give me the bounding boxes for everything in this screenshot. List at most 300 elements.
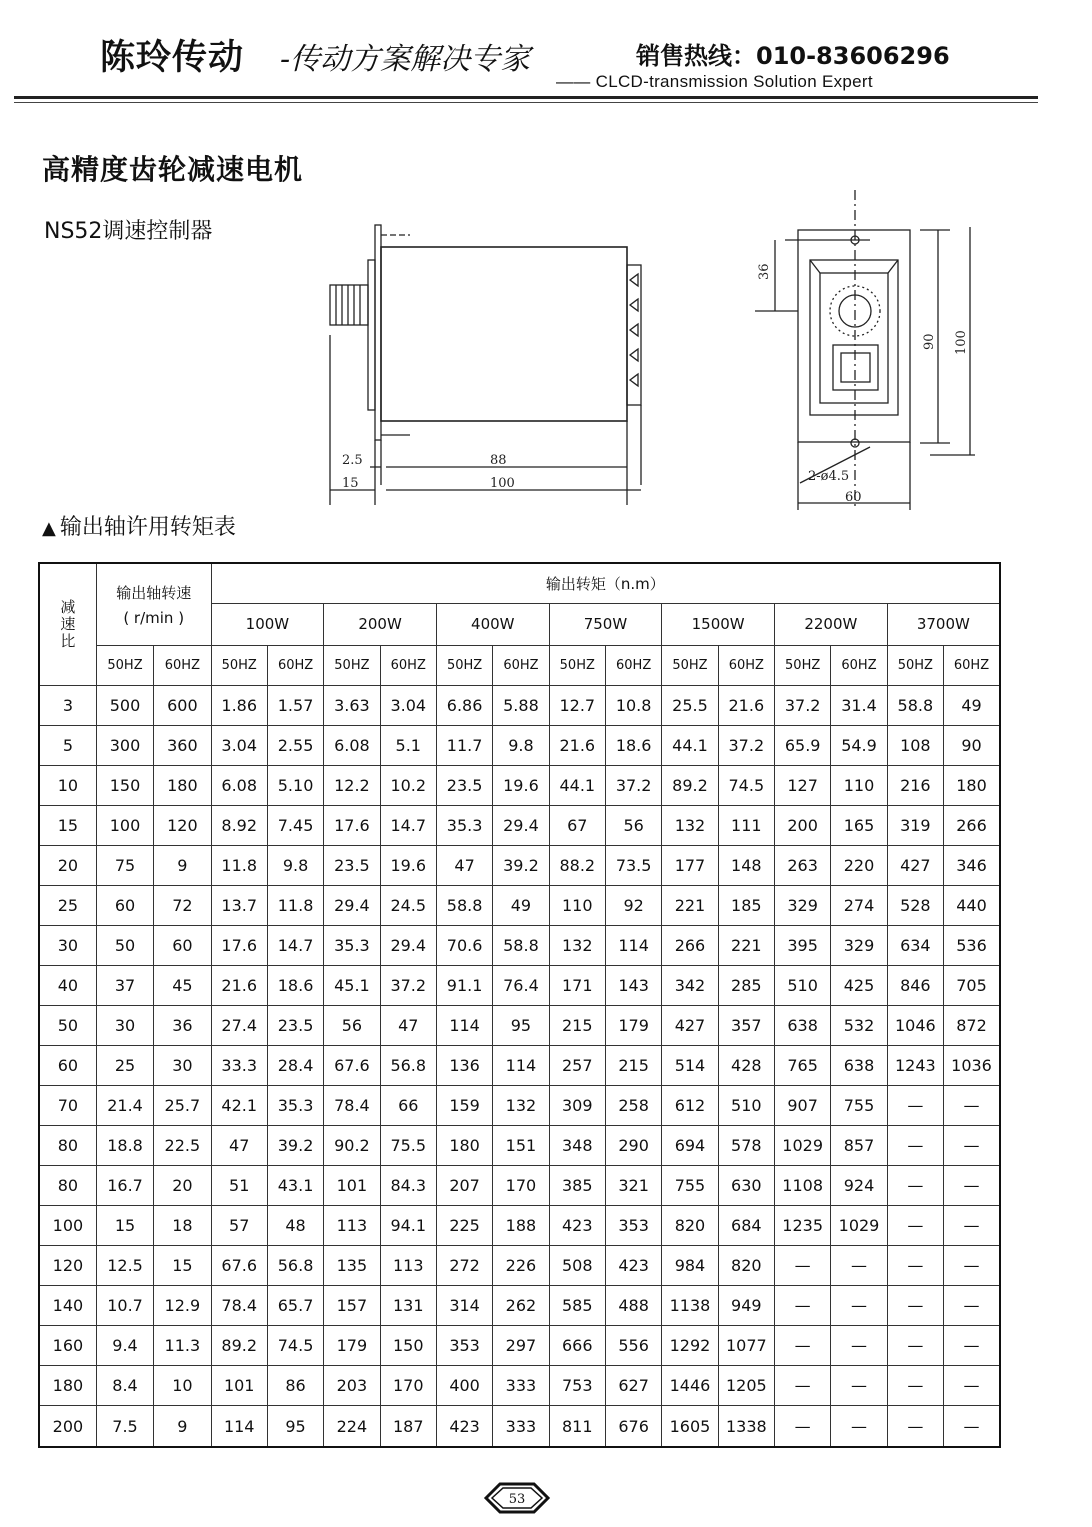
torque-cell: 67.6 (324, 1045, 380, 1085)
torque-cell: 949 (718, 1286, 774, 1326)
torque-cell: 684 (718, 1206, 774, 1246)
torque-cell: 58.8 (887, 685, 943, 725)
torque-cell: 74.5 (718, 765, 774, 805)
torque-cell: 638 (831, 1045, 887, 1085)
torque-cell: 44.1 (662, 725, 718, 765)
torque-cell: 12.7 (549, 685, 605, 725)
torque-cell: 113 (324, 1206, 380, 1246)
ratio-cell: 25 (39, 885, 96, 925)
torque-cell: 75.5 (380, 1126, 436, 1166)
sales-hotline: 销售热线：010-83606296 (636, 42, 950, 70)
torque-cell: — (774, 1286, 830, 1326)
speed-cell: 360 (154, 725, 211, 765)
torque-cell: 37.2 (718, 725, 774, 765)
torque-cell: 49 (493, 885, 549, 925)
table-row (39, 1005, 1000, 1045)
torque-cell: 17.6 (324, 805, 380, 845)
torque-cell: 226 (493, 1246, 549, 1286)
torque-cell: 114 (493, 1045, 549, 1085)
torque-cell: 42.1 (211, 1085, 267, 1125)
speed-cell: 300 (96, 725, 153, 765)
torque-cell: 18.6 (605, 725, 661, 765)
torque-cell: 29.4 (324, 885, 380, 925)
torque-cell: 353 (436, 1326, 492, 1366)
frequency-header: 60HZ (267, 645, 323, 685)
torque-cell: 274 (831, 885, 887, 925)
ratio-cell: 80 (39, 1126, 96, 1166)
torque-cell: 5.10 (267, 765, 323, 805)
table-row (39, 725, 1000, 765)
torque-cell: 1292 (662, 1326, 718, 1366)
torque-cell: 272 (436, 1246, 492, 1286)
torque-cell: 9.8 (493, 725, 549, 765)
torque-cell: 423 (549, 1206, 605, 1246)
torque-cell: 1138 (662, 1286, 718, 1326)
torque-cell: 19.6 (493, 765, 549, 805)
torque-cell: 3.04 (380, 685, 436, 725)
torque-cell: 23.5 (324, 845, 380, 885)
table-row (39, 1166, 1000, 1206)
speed-cell: 75 (96, 845, 153, 885)
torque-cell: 43.1 (267, 1166, 323, 1206)
torque-cell: 13.7 (211, 885, 267, 925)
table-row (39, 1085, 1000, 1125)
torque-cell: 556 (605, 1326, 661, 1366)
torque-cell: 755 (831, 1085, 887, 1125)
torque-cell: 753 (549, 1366, 605, 1406)
header-rule (14, 96, 1038, 99)
torque-cell: 425 (831, 965, 887, 1005)
torque-cell: 1046 (887, 1005, 943, 1045)
torque-cell: 18.6 (267, 965, 323, 1005)
torque-cell: 1077 (718, 1326, 774, 1366)
torque-cell: 11.7 (436, 725, 492, 765)
table-row (39, 1366, 1000, 1406)
torque-cell: 846 (887, 965, 943, 1005)
torque-cell: 216 (887, 765, 943, 805)
torque-cell: 1029 (774, 1126, 830, 1166)
torque-cell: 423 (436, 1406, 492, 1447)
frequency-header: 50HZ (774, 645, 830, 685)
torque-cell: 872 (944, 1005, 1000, 1045)
torque-cell: 67 (549, 805, 605, 845)
torque-cell: 76.4 (493, 965, 549, 1005)
torque-cell: 8.92 (211, 805, 267, 845)
torque-cell: — (774, 1406, 830, 1447)
speed-cell: 7.5 (96, 1406, 153, 1447)
torque-cell: 28.4 (267, 1045, 323, 1085)
torque-cell: 266 (662, 925, 718, 965)
torque-cell: 2.55 (267, 725, 323, 765)
torque-cell: 70.6 (436, 925, 492, 965)
ratio-cell: 200 (39, 1406, 96, 1447)
speed-unit: ( r/min ) (123, 608, 185, 627)
torque-cell: 290 (605, 1126, 661, 1166)
torque-cell: 578 (718, 1126, 774, 1166)
speed-cell: 8.4 (96, 1366, 153, 1406)
torque-cell: 58.8 (493, 925, 549, 965)
ratio-cell: 10 (39, 765, 96, 805)
torque-cell: 348 (549, 1126, 605, 1166)
header-english-subtitle: —— CLCD-transmission Solution Expert (556, 72, 873, 91)
torque-cell: 74.5 (267, 1326, 323, 1366)
torque-cell: 78.4 (324, 1085, 380, 1125)
torque-cell: 329 (774, 885, 830, 925)
table-row (39, 1326, 1000, 1366)
torque-cell: — (774, 1246, 830, 1286)
torque-cell: 187 (380, 1406, 436, 1447)
torque-cell: 37.2 (774, 685, 830, 725)
torque-cell: 10.8 (605, 685, 661, 725)
torque-cell: 585 (549, 1286, 605, 1326)
torque-cell: 319 (887, 805, 943, 845)
torque-cell: 132 (493, 1085, 549, 1125)
torque-cell: 321 (605, 1166, 661, 1206)
torque-cell: 215 (549, 1005, 605, 1045)
speed-header (96, 563, 211, 645)
torque-cell: 924 (831, 1166, 887, 1206)
power-header: 400W (436, 603, 549, 645)
torque-cell: 44.1 (549, 765, 605, 805)
ratio-cell: 50 (39, 1005, 96, 1045)
torque-cell: 257 (549, 1045, 605, 1085)
table-row (39, 1045, 1000, 1085)
brand-slogan: -传动方案解决专家 (280, 42, 531, 77)
table-row (39, 1126, 1000, 1166)
frequency-header: 60HZ (605, 645, 661, 685)
speed-cell: 10 (154, 1366, 211, 1406)
ratio-cell: 120 (39, 1246, 96, 1286)
torque-cell: 47 (436, 845, 492, 885)
torque-cell: 1243 (887, 1045, 943, 1085)
table-row (39, 845, 1000, 885)
speed-cell: 12.9 (154, 1286, 211, 1326)
speed-cell: 25 (96, 1045, 153, 1085)
torque-cell: 111 (718, 805, 774, 845)
torque-cell: 627 (605, 1366, 661, 1406)
torque-cell: 395 (774, 925, 830, 965)
torque-cell: 329 (831, 925, 887, 965)
torque-cell: 333 (493, 1406, 549, 1447)
torque-cell: 12.2 (324, 765, 380, 805)
speed-cell: 20 (154, 1166, 211, 1206)
torque-cell: 66 (380, 1085, 436, 1125)
torque-cell: 39.2 (267, 1126, 323, 1166)
torque-cell: 89.2 (211, 1326, 267, 1366)
torque-cell: 86 (267, 1366, 323, 1406)
ratio-cell: 20 (39, 845, 96, 885)
frequency-header: 60HZ (154, 645, 211, 685)
ratio-cell: 160 (39, 1326, 96, 1366)
torque-cell: — (887, 1085, 943, 1125)
torque-cell: 634 (887, 925, 943, 965)
dim-15: 15 (342, 476, 359, 491)
torque-cell: — (887, 1166, 943, 1206)
torque-cell: 132 (549, 925, 605, 965)
speed-cell: 11.3 (154, 1326, 211, 1366)
torque-cell: — (944, 1286, 1000, 1326)
ratio-cell: 180 (39, 1366, 96, 1406)
torque-cell: 428 (718, 1045, 774, 1085)
torque-cell: 755 (662, 1166, 718, 1206)
torque-cell: 39.2 (493, 845, 549, 885)
torque-cell: — (831, 1366, 887, 1406)
torque-cell: 1.86 (211, 685, 267, 725)
torque-cell: 297 (493, 1326, 549, 1366)
torque-cell: 309 (549, 1085, 605, 1125)
torque-cell: 51 (211, 1166, 267, 1206)
torque-cell: 440 (944, 885, 1000, 925)
torque-cell: 510 (718, 1085, 774, 1125)
speed-cell: 150 (96, 765, 153, 805)
torque-cell: 110 (831, 765, 887, 805)
torque-cell: 353 (605, 1206, 661, 1246)
torque-cell: 1108 (774, 1166, 830, 1206)
frequency-header: 60HZ (831, 645, 887, 685)
torque-cell: 5.1 (380, 725, 436, 765)
torque-header: 输出转矩（n.m） (211, 563, 1000, 603)
frequency-header: 50HZ (549, 645, 605, 685)
torque-cell: 114 (211, 1406, 267, 1447)
torque-cell: 89.2 (662, 765, 718, 805)
speed-cell: 180 (154, 765, 211, 805)
speed-cell: 9.4 (96, 1326, 153, 1366)
torque-cell: 188 (493, 1206, 549, 1246)
torque-cell: 78.4 (211, 1286, 267, 1326)
frequency-header: 60HZ (944, 645, 1000, 685)
torque-cell: 108 (887, 725, 943, 765)
torque-cell: 820 (662, 1206, 718, 1246)
torque-cell: 101 (324, 1166, 380, 1206)
ratio-cell: 60 (39, 1045, 96, 1085)
torque-cell: 385 (549, 1166, 605, 1206)
torque-cell: 528 (887, 885, 943, 925)
torque-cell: 127 (774, 765, 830, 805)
torque-cell: 171 (549, 965, 605, 1005)
torque-cell: — (831, 1406, 887, 1447)
torque-cell: 23.5 (436, 765, 492, 805)
dim-2-5: 2.5 (342, 453, 363, 468)
torque-cell: 423 (605, 1246, 661, 1286)
torque-cell: 3.63 (324, 685, 380, 725)
power-header: 200W (324, 603, 437, 645)
torque-cell: 6.08 (324, 725, 380, 765)
torque-cell: 630 (718, 1166, 774, 1206)
torque-cell: 676 (605, 1406, 661, 1447)
torque-cell: — (887, 1326, 943, 1366)
torque-cell: 143 (605, 965, 661, 1005)
torque-cell: 536 (944, 925, 1000, 965)
torque-cell: 14.7 (267, 925, 323, 965)
speed-cell: 12.5 (96, 1246, 153, 1286)
torque-cell: 907 (774, 1085, 830, 1125)
torque-cell: 114 (436, 1005, 492, 1045)
dim-60: 60 (845, 490, 862, 505)
torque-cell: 346 (944, 845, 1000, 885)
torque-cell: 47 (211, 1126, 267, 1166)
speed-cell: 25.7 (154, 1085, 211, 1125)
speed-cell: 50 (96, 925, 153, 965)
torque-cell: 14.7 (380, 805, 436, 845)
torque-cell: 131 (380, 1286, 436, 1326)
torque-cell: 532 (831, 1005, 887, 1045)
torque-cell: — (944, 1366, 1000, 1406)
torque-cell: 400 (436, 1366, 492, 1406)
torque-cell: 95 (267, 1406, 323, 1447)
table-row (39, 1246, 1000, 1286)
speed-cell: 18 (154, 1206, 211, 1246)
controller-dimension-drawing (310, 185, 990, 515)
torque-cell: 33.3 (211, 1045, 267, 1085)
side-view (330, 225, 641, 505)
torque-cell: 1446 (662, 1366, 718, 1406)
torque-cell: 54.9 (831, 725, 887, 765)
torque-cell: 56 (324, 1005, 380, 1045)
frequency-header: 50HZ (436, 645, 492, 685)
front-view (755, 190, 975, 510)
torque-cell: 3.04 (211, 725, 267, 765)
torque-cell: 225 (436, 1206, 492, 1246)
torque-cell: 17.6 (211, 925, 267, 965)
torque-cell: 263 (774, 845, 830, 885)
torque-cell: 57 (211, 1206, 267, 1246)
torque-cell: 90.2 (324, 1126, 380, 1166)
frequency-header: 60HZ (493, 645, 549, 685)
torque-cell: 224 (324, 1406, 380, 1447)
table-row (39, 685, 1000, 725)
torque-cell: 820 (718, 1246, 774, 1286)
dim-100-height: 100 (954, 330, 969, 355)
torque-cell: 88.2 (549, 845, 605, 885)
torque-cell: — (887, 1126, 943, 1166)
torque-cell: 9.8 (267, 845, 323, 885)
torque-cell: 58.8 (436, 885, 492, 925)
frequency-header: 60HZ (718, 645, 774, 685)
torque-cell: 342 (662, 965, 718, 1005)
torque-cell: — (887, 1406, 943, 1447)
speed-cell: 22.5 (154, 1126, 211, 1166)
torque-cell: 136 (436, 1045, 492, 1085)
torque-cell: 56.8 (267, 1246, 323, 1286)
torque-cell: 6.86 (436, 685, 492, 725)
page-number-badge (482, 1478, 552, 1518)
speed-cell: 60 (154, 925, 211, 965)
power-header: 750W (549, 603, 662, 645)
dim-90: 90 (922, 333, 937, 350)
torque-cell: 5.88 (493, 685, 549, 725)
torque-cell: 94.1 (380, 1206, 436, 1246)
torque-cell: 157 (324, 1286, 380, 1326)
speed-cell: 16.7 (96, 1166, 153, 1206)
torque-cell: 11.8 (211, 845, 267, 885)
torque-cell: 705 (944, 965, 1000, 1005)
speed-cell: 72 (154, 885, 211, 925)
speed-cell: 30 (154, 1045, 211, 1085)
frequency-header: 50HZ (96, 645, 153, 685)
torque-cell: 488 (605, 1286, 661, 1326)
speed-cell: 600 (154, 685, 211, 725)
torque-cell: — (831, 1286, 887, 1326)
torque-cell: 165 (831, 805, 887, 845)
torque-cell: 220 (831, 845, 887, 885)
torque-cell: 19.6 (380, 845, 436, 885)
dim-88: 88 (490, 453, 507, 468)
frequency-header: 50HZ (887, 645, 943, 685)
torque-cell: 170 (380, 1366, 436, 1406)
torque-cell: — (944, 1326, 1000, 1366)
speed-cell: 30 (96, 1005, 153, 1045)
torque-cell: 49 (944, 685, 1000, 725)
torque-cell: 1029 (831, 1206, 887, 1246)
torque-cell: 113 (380, 1246, 436, 1286)
speed-cell: 36 (154, 1005, 211, 1045)
torque-cell: 21.6 (549, 725, 605, 765)
torque-cell: — (944, 1406, 1000, 1447)
ratio-header: 减速比 (39, 563, 96, 685)
torque-cell: 7.45 (267, 805, 323, 845)
torque-cell: 114 (605, 925, 661, 965)
speed-cell: 60 (96, 885, 153, 925)
torque-cell: 510 (774, 965, 830, 1005)
table-row (39, 925, 1000, 965)
ratio-cell: 140 (39, 1286, 96, 1326)
torque-cell: 1036 (944, 1045, 1000, 1085)
torque-cell: 1338 (718, 1406, 774, 1447)
torque-cell: 135 (324, 1246, 380, 1286)
torque-cell: 262 (493, 1286, 549, 1326)
torque-cell: 638 (774, 1005, 830, 1045)
torque-cell: 11.8 (267, 885, 323, 925)
ratio-cell: 80 (39, 1166, 96, 1206)
torque-cell: 514 (662, 1045, 718, 1085)
torque-cell: 48 (267, 1206, 323, 1246)
table-row (39, 1286, 1000, 1326)
torque-cell: 110 (549, 885, 605, 925)
torque-cell: 694 (662, 1126, 718, 1166)
torque-table (38, 562, 1001, 1448)
torque-cell: — (944, 1085, 1000, 1125)
speed-cell: 9 (154, 1406, 211, 1447)
ratio-cell: 30 (39, 925, 96, 965)
header-rule-thin (14, 102, 1038, 103)
power-header: 1500W (662, 603, 775, 645)
torque-cell: — (887, 1246, 943, 1286)
torque-cell: 132 (662, 805, 718, 845)
torque-cell: 612 (662, 1085, 718, 1125)
torque-cell: 170 (493, 1166, 549, 1206)
torque-cell: 24.5 (380, 885, 436, 925)
speed-cell: 37 (96, 965, 153, 1005)
speed-cell: 120 (154, 805, 211, 845)
torque-cell: — (944, 1166, 1000, 1206)
torque-cell: 179 (324, 1326, 380, 1366)
torque-cell: 67.6 (211, 1246, 267, 1286)
page-number: 53 (508, 1492, 526, 1507)
torque-cell: 984 (662, 1246, 718, 1286)
torque-cell: 427 (662, 1005, 718, 1045)
filled-triangle-icon: ▲ (42, 518, 56, 539)
torque-cell: 21.6 (718, 685, 774, 725)
torque-cell: 215 (605, 1045, 661, 1085)
torque-table-title-text: 输出轴许用转矩表 (59, 515, 236, 540)
torque-cell: 666 (549, 1326, 605, 1366)
torque-cell: 508 (549, 1246, 605, 1286)
power-header: 2200W (774, 603, 887, 645)
dim-100: 100 (490, 476, 515, 491)
brand-name: 陈玲传动 (100, 38, 245, 78)
frequency-header: 50HZ (324, 645, 380, 685)
torque-cell: 56.8 (380, 1045, 436, 1085)
